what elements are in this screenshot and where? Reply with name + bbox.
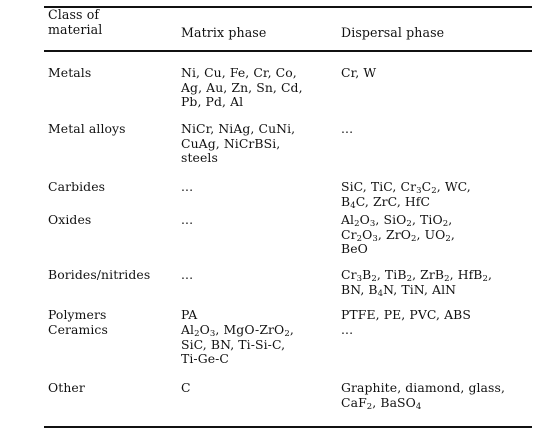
row-class-label: Borides/nitrides (48, 267, 151, 282)
row-class-label: Other (48, 380, 85, 395)
header-class-line1: Class of (48, 7, 100, 22)
row-matrix-phase-line: Pb, Pd, Al (181, 94, 244, 110)
row-dispersal-phase-line: ... (341, 121, 354, 136)
row-dispersal-phase (341, 381, 505, 410)
header-class-line2: material (48, 21, 103, 37)
row-dispersal-phase (341, 122, 353, 137)
row-matrix-phase-line: CuAg, NiCrBSi, (181, 135, 281, 151)
row-dispersal-phase (341, 66, 376, 81)
row-dispersal-phase-line: BeO (341, 241, 368, 257)
row-dispersal-phase (341, 268, 492, 297)
row-matrix-phase (181, 323, 294, 367)
row-dispersal-phase-line: PTFE, PE, PVC, ABS (341, 307, 471, 322)
row-matrix-phase-line: Ag, Au, Zn, Sn, Cd, (181, 79, 303, 95)
row-dispersal-phase-line: BN, $B_4N$, TiN, AlN (341, 281, 457, 299)
row-matrix-phase-line: NiCr, NiAg, CuNi, (181, 121, 296, 136)
row-dispersal-phase-line: CaF$_2$, BaSO$_4$ (341, 394, 422, 412)
row-matrix-phase-line: SiC, BN, Ti-Si-C, (181, 336, 286, 352)
row-class-label: Metals (48, 65, 92, 80)
row-class-label: Oxides (48, 212, 92, 227)
table-top-rule (44, 6, 532, 8)
row-matrix-phase-line: ... (181, 212, 194, 227)
row-dispersal-phase-line: $Cr_3B_2$, TiB$_2$, ZrB$_2$, HfB$_2$, (341, 267, 493, 284)
row-dispersal-phase-line: Graphite, diamond, glass, (341, 380, 505, 395)
row-dispersal-phase-line: ... (341, 322, 354, 337)
row-matrix-phase (181, 213, 193, 228)
row-matrix-phase-line: steels (181, 150, 218, 166)
row-matrix-phase-line: Ti-Ge-C (181, 351, 230, 367)
row-matrix-phase-line: Ni, Cu, Fe, Cr, Co, (181, 65, 297, 80)
row-matrix-phase (181, 308, 197, 323)
header-class-of-material (48, 8, 102, 37)
header-matrix-phase: Matrix phase (181, 25, 267, 40)
row-matrix-phase (181, 180, 193, 195)
row-dispersal-phase-line: $B_4C$, ZrC, HfC (341, 193, 431, 211)
row-matrix-phase-line: PA (181, 307, 198, 322)
header-rule (44, 50, 532, 52)
row-dispersal-phase (341, 323, 353, 338)
row-dispersal-phase-line: $Cr_2O_3$, ZrO$_2$, $UO_2$, (341, 226, 455, 244)
row-dispersal-phase-line: Cr, W (341, 65, 377, 80)
row-dispersal-phase (341, 180, 471, 209)
row-dispersal-phase-line: $Al_2O_3$, SiO$_2$, TiO$_2$, (341, 212, 453, 229)
row-matrix-phase-line: $Al_2O_3$, MgO-ZrO$_2$, (181, 322, 294, 339)
row-dispersal-phase-line: SiC, TiC, $Cr_3C_2$, WC, (341, 179, 471, 196)
row-class-label: Metal alloys (48, 121, 126, 136)
row-matrix-phase (181, 381, 191, 396)
row-dispersal-phase (341, 308, 471, 323)
row-matrix-phase-line: ... (181, 267, 194, 282)
table-bottom-rule (44, 426, 532, 428)
row-matrix-phase (181, 268, 193, 283)
row-matrix-phase (181, 66, 303, 110)
header-dispersal-phase: Dispersal phase (341, 25, 445, 40)
row-matrix-phase (181, 122, 295, 166)
row-matrix-phase-line: ... (181, 179, 194, 194)
row-class-label: Ceramics (48, 322, 108, 337)
row-class-label: Polymers (48, 307, 107, 322)
row-matrix-phase-line: C (181, 380, 191, 395)
row-dispersal-phase (341, 213, 455, 257)
row-class-label: Carbides (48, 179, 106, 194)
